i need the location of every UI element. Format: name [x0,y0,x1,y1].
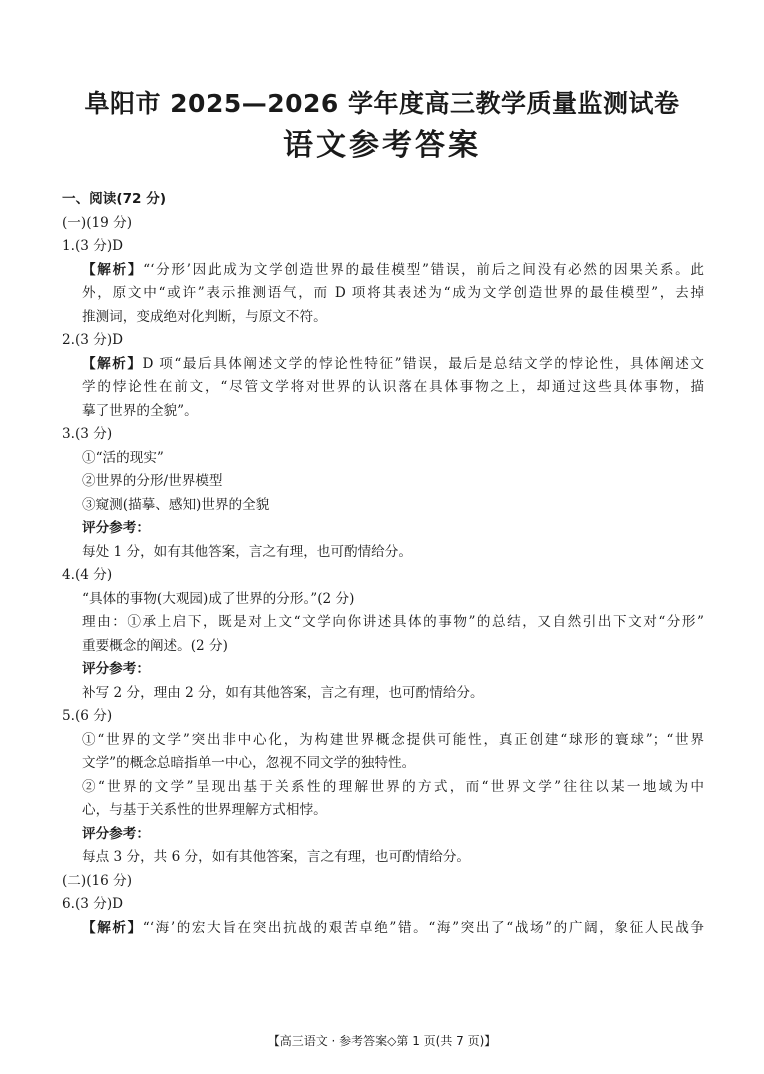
q4-reason-line-2: 重要概念的阐述。(2 分) [82,637,228,654]
q5-answer: 5.(6 分) [62,708,113,724]
q5-point1-line-1: ①“世界的文学”突出非中心化，为构建世界概念提供可能性，真正创建“球形的寰球”；“世界 [82,731,704,748]
q4-reason-line-1: 理由：①承上启下，既是对上文“文学向你讲述具体的事物”的总结，又自然引出下文对“分形” [82,614,704,630]
q2-analysis-line-3: 摹了世界的全貌”。 [82,402,198,419]
q5-point2-line-1: ②“世界的文学”呈现出基于关系性的理解世界的方式，而“世界文学”往往以某一地域为中 [82,778,704,795]
q3-score-text: 每处 1 分，如有其他答案，言之有理，也可酌情给分。 [82,543,412,560]
page-footer: 【高三语文 · 参考答案◇第 1 页(共 7 页)】 [267,1034,497,1048]
q4-score-text: 补写 2 分，理由 2 分，如有其他答案，言之有理，也可酌情给分。 [82,684,484,701]
q1-analysis-line-3: 推测词，变成绝对化判断，与原文不符。 [82,308,327,325]
q5-score-label: 评分参考： [82,825,150,842]
q3-answer: 3.(3 分) [62,426,113,442]
document-subtitle: 语文参考答案 [283,128,481,163]
q1-answer: 1.(3 分)D [62,238,124,254]
q1-analysis-line-1: 【解析】“‘分形’因此成为文学创造世界的最佳模型”错误，前后之间没有必然的因果关系。此 [82,261,704,278]
q3-item-2: ②世界的分形/世界模型 [82,473,223,489]
q3-score-label: 评分参考： [82,520,150,536]
q1-analysis-line-2: 外，原文中“或许”表示推测语气，而 D 项将其表述为“成为文学创造世界的最佳模型”，去掉 [82,285,704,301]
exam-title: 阜阳市 2025—2026 学年度高三教学质量监测试卷 [84,89,680,118]
analysis-tag: 【解析】 [82,919,143,936]
analysis-tag: 【解析】 [82,355,143,372]
q2-analysis-line-1: 【解析】D 项“最后具体阐述文学的悖论性特征”错误，最后是总结文学的悖论性，具体阐述文 [82,355,704,372]
q2-answer: 2.(3 分)D [62,332,124,348]
q6-analysis-line-1: 【解析】“‘海’的宏大旨在突出抗战的艰苦卓绝”错。“海”突出了“战场”的广阔，象征人民战争 [82,919,704,936]
q5-score-text: 每点 3 分，共 6 分，如有其他答案，言之有理，也可酌情给分。 [82,849,471,865]
q4-answer: 4.(4 分) [62,567,113,583]
section-heading-reading: 一、阅读(72 分) [62,191,167,207]
part-heading-2: (二)(16 分) [62,872,133,889]
q3-item-1: ①“活的现实” [82,449,164,466]
part-heading-1: (一)(19 分) [62,214,133,231]
q5-point1-line-2: 文学”的概念总暗指单一中心，忽视不同文学的独特性。 [82,755,416,771]
q4-score-label: 评分参考： [82,661,150,677]
q6-answer: 6.(3 分)D [62,896,124,912]
answer-content [62,188,704,940]
q3-item-3: ③窥测(描摹、感知)世界的全貌 [82,496,270,513]
q2-analysis-line-2: 学的悖论性在前文，“尽管文学将对世界的认识落在具体事物之上，却通过这些具体事物，描 [82,379,704,395]
q4-line-1: “具体的事物(大观园)成了世界的分形。”(2 分) [82,590,355,607]
q5-point2-line-2: 心，与基于关系性的世界理解方式相悖。 [82,802,327,818]
analysis-tag: 【解析】 [82,261,144,278]
